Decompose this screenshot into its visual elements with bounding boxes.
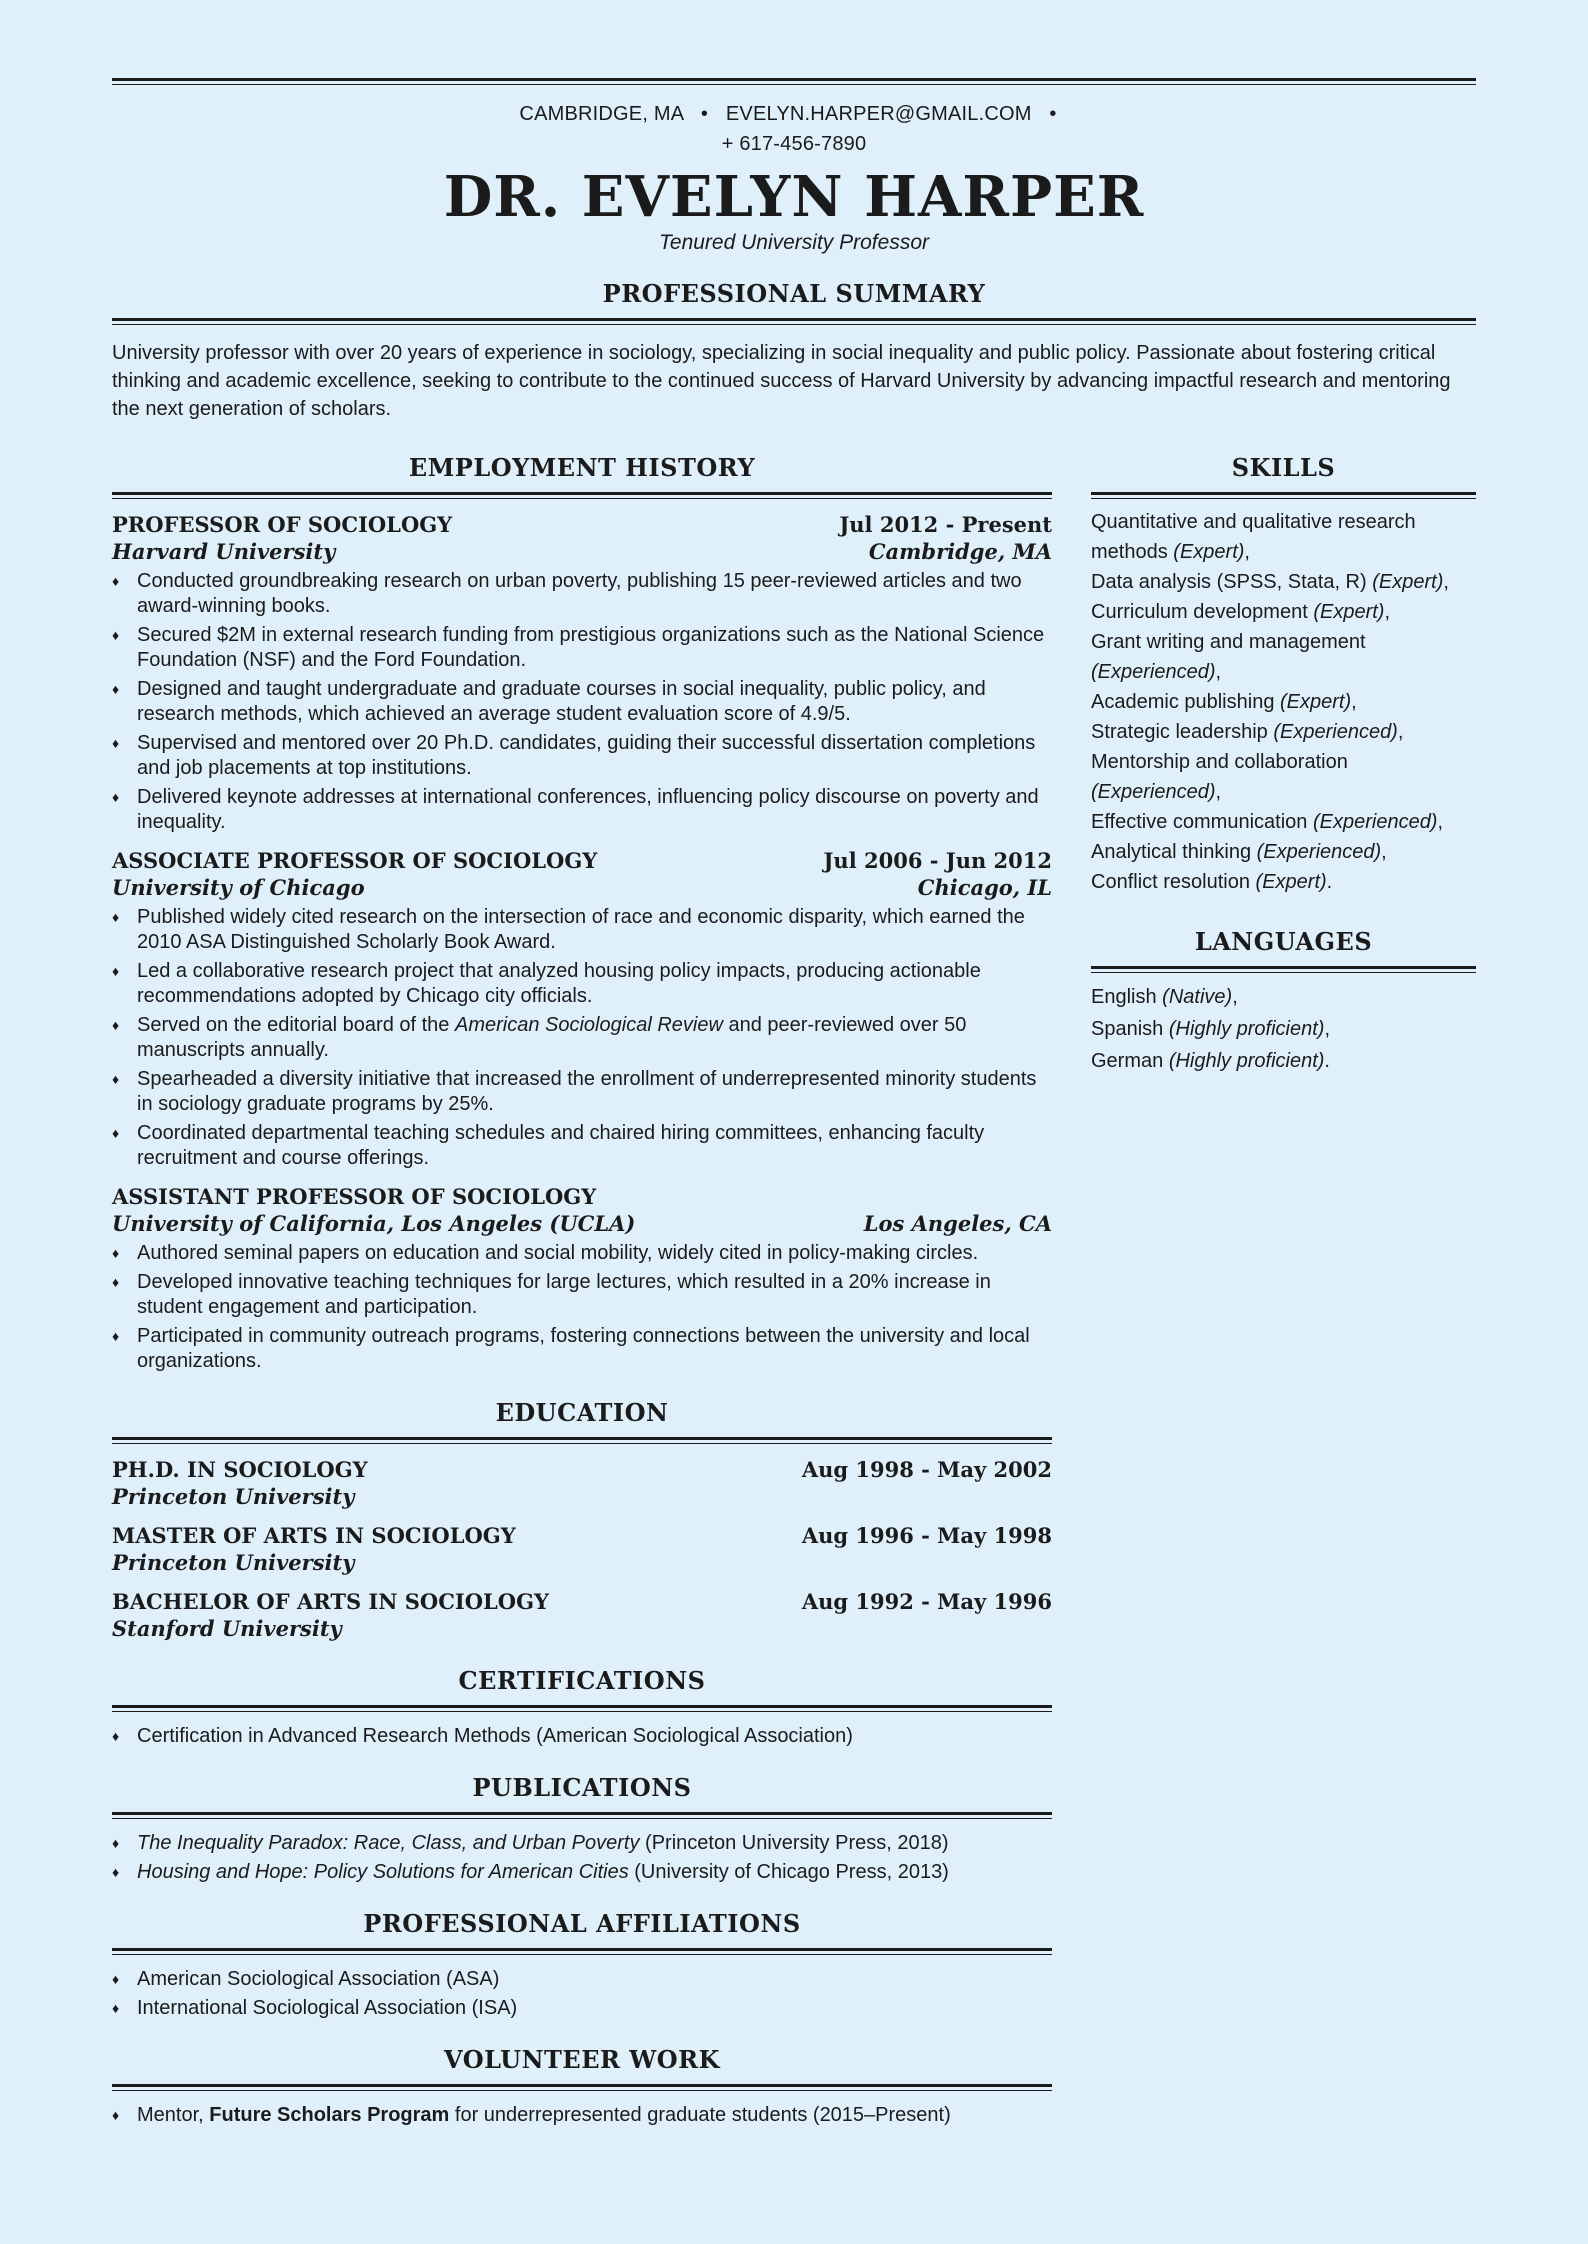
skill-item [1091, 837, 1476, 867]
education-entry [112, 1588, 1052, 1642]
separator: • [1049, 103, 1057, 125]
diamond-bullet-icon: ♦ [112, 1245, 120, 1261]
list-item [112, 1996, 1052, 2021]
school: Princeton University [112, 1484, 355, 1509]
bullet-text: Authored seminal papers on education and social mobility, widely cited in policy-making circles. [137, 1242, 979, 1264]
list-item [112, 1241, 1052, 1266]
separator: • [700, 103, 709, 125]
diamond-bullet-icon: ♦ [112, 1835, 120, 1851]
certifications-heading: CERTIFICATIONS [458, 1666, 706, 1695]
punctuation: , [1397, 721, 1404, 743]
bullet-text: Developed innovative teaching techniques for large lectures, which resulted in a 20% increase in student engagement and participation. [137, 1271, 991, 1318]
job-entry [112, 847, 1052, 1171]
language-name: Spanish [1091, 1018, 1164, 1040]
skill-item [1091, 627, 1476, 687]
punctuation: , [1381, 841, 1387, 863]
list-item [112, 569, 1052, 619]
skill-name: Effective communication [1091, 811, 1308, 833]
bullet-text: Coordinated departmental teaching schedules and chaired hiring committees, enhancing faculty recruitment and course offerings. [137, 1122, 985, 1169]
candidate-name: DR. EVELYN HARPER [443, 164, 1145, 230]
job-location: Chicago, IL [917, 875, 1052, 900]
list-item [112, 731, 1052, 781]
job-location: Los Angeles, CA [863, 1211, 1052, 1236]
right-column [1091, 429, 1476, 2132]
diamond-bullet-icon: ♦ [112, 789, 120, 805]
publication-title: The Inequality Paradox: Race, Class, and Urban Poverty [137, 1832, 640, 1854]
job-org: Harvard University [112, 539, 336, 564]
list-item [112, 1831, 1052, 1856]
punctuation: , [1324, 1018, 1331, 1040]
left-column [112, 429, 1052, 2132]
summary-text: University professor with over 20 years of experience in sociology, specializing in social inequality and public policy. Passionate about fostering critical thinking and academic excellence, seeking to contribute to the continued success of Harvard University by advancing impactful research and mentoring the next generation of scholars. [112, 342, 1451, 420]
punctuation: , [1384, 601, 1391, 623]
skill-item [1091, 597, 1476, 627]
degree: MASTER OF ARTS IN SOCIOLOGY [112, 1523, 516, 1548]
bullet-text: Secured $2M in external research funding from prestigious organizations such as the National Science Foundation (NSF) and the Ford Foundation. [137, 624, 1045, 671]
degree: BACHELOR OF ARTS IN SOCIOLOGY [112, 1589, 550, 1614]
diamond-bullet-icon: ♦ [112, 1017, 120, 1033]
volunteer-text: Mentor, [137, 2104, 210, 2126]
job-entry [112, 511, 1052, 835]
degree-dates: Aug 1992 - May 1996 [801, 1589, 1052, 1614]
language-name: English [1091, 986, 1157, 1008]
job-role: ASSISTANT PROFESSOR OF SOCIOLOGY [112, 1184, 597, 1209]
school: Stanford University [112, 1616, 342, 1641]
skill-level: (Expert) [1255, 871, 1327, 893]
resume-page [112, 0, 1476, 2132]
bullet-text: Published widely cited research on the intersection of race and economic disparity, which earned the 2010 ASA Distinguished Scholarly Book Award. [137, 906, 1025, 953]
affiliations-list [112, 1967, 1052, 2021]
job-dates: Jul 2012 - Present [839, 512, 1052, 537]
language-item [1091, 1013, 1476, 1045]
publications-list [112, 1831, 1052, 1885]
punctuation: , [1215, 661, 1222, 683]
section-rule [112, 1437, 1052, 1444]
diamond-bullet-icon: ♦ [112, 1125, 120, 1141]
section-rule [1091, 492, 1476, 499]
diamond-bullet-icon: ♦ [112, 1328, 120, 1344]
section-rule [112, 1705, 1052, 1712]
list-item [112, 1013, 1052, 1063]
skill-item [1091, 747, 1476, 807]
job-bullets [112, 905, 1052, 1171]
diamond-bullet-icon: ♦ [112, 681, 120, 697]
bullet-text: Spearheaded a diversity initiative that increased the enrollment of underrepresented minority students in sociology graduate programs by 25%. [137, 1068, 1037, 1115]
degree: PH.D. IN SOCIOLOGY [112, 1457, 368, 1482]
list-item [112, 1860, 1052, 1885]
certification-text: Certification in Advanced Research Methods (American Sociological Association) [137, 1725, 853, 1747]
volunteer-list [112, 2103, 1052, 2128]
job-location: Cambridge, MA [868, 539, 1052, 564]
skill-item [1091, 687, 1476, 717]
list-item [112, 677, 1052, 727]
publication-detail: (Princeton University Press, 2018) [639, 1832, 949, 1854]
languages-list [1091, 981, 1476, 1077]
two-column-body [112, 429, 1476, 2132]
diamond-bullet-icon: ♦ [112, 735, 120, 751]
education-entry [112, 1522, 1052, 1576]
header-rule [112, 78, 1476, 85]
publication-detail: (University of Chicago Press, 2013) [628, 1861, 949, 1883]
bullet-text: Conducted groundbreaking research on urban poverty, publishing 15 peer-reviewed articles and two award-winning books. [137, 570, 1022, 617]
list-item [112, 1967, 1052, 1992]
editorial-text: Served on the editorial board of the [137, 1014, 455, 1036]
contact-info [112, 99, 1476, 159]
section-rule [112, 318, 1476, 325]
certifications-list [112, 1724, 1052, 1749]
skill-name: Academic publishing [1091, 691, 1275, 713]
list-item [112, 2103, 1052, 2128]
skill-level: (Experienced) [1312, 811, 1438, 833]
punctuation: , [1443, 571, 1449, 593]
skill-level: (Expert) [1173, 541, 1245, 563]
skill-name: Grant writing and management [1091, 631, 1366, 653]
volunteer-text: for underrepresented graduate students (2015–Present) [449, 2104, 951, 2126]
job-role: PROFESSOR OF SOCIOLOGY [112, 512, 453, 537]
list-item [112, 905, 1052, 955]
publication-title: Housing and Hope: Policy Solutions for American Cities [137, 1861, 629, 1883]
diamond-bullet-icon: ♦ [112, 1864, 120, 1880]
journal-name: American Sociological Review [455, 1014, 723, 1036]
phone: + 617-456-7890 [721, 133, 867, 155]
affiliation-text: International Sociological Association (ISA) [137, 1997, 518, 2019]
bullet-text: Participated in community outreach programs, fostering connections between the university and local organizations. [137, 1325, 1030, 1372]
language-item [1091, 1045, 1476, 1077]
skill-item [1091, 807, 1476, 837]
section-rule [112, 492, 1052, 499]
skill-level: (Expert) [1372, 571, 1444, 593]
diamond-bullet-icon: ♦ [112, 1728, 120, 1744]
bullet-text [137, 1014, 966, 1061]
list-item [112, 1270, 1052, 1320]
punctuation: , [1232, 986, 1238, 1008]
punctuation: . [1324, 1050, 1330, 1072]
affiliation-text: American Sociological Association (ASA) [137, 1968, 500, 1990]
diamond-bullet-icon: ♦ [112, 1071, 120, 1087]
bullet-text: Delivered keynote addresses at international conferences, influencing policy discourse on poverty and inequality. [137, 786, 1039, 833]
publications-heading: PUBLICATIONS [472, 1773, 692, 1802]
job-role: ASSOCIATE PROFESSOR OF SOCIOLOGY [112, 848, 598, 873]
bullet-text: Led a collaborative research project that analyzed housing policy impacts, producing actionable recommendations adopted by Chicago city officials. [137, 960, 981, 1007]
skill-level: (Experienced) [1273, 721, 1398, 743]
candidate-title: Tenured University Professor [658, 231, 929, 254]
diamond-bullet-icon: ♦ [112, 627, 120, 643]
email: EVELYN.HARPER@GMAIL.COM [725, 103, 1032, 125]
skills-list [1091, 507, 1476, 897]
language-level: (Highly proficient) [1168, 1018, 1325, 1040]
volunteer-program: Future Scholars Program [209, 2104, 450, 2126]
job-bullets [112, 569, 1052, 835]
bullet-text: Supervised and mentored over 20 Ph.D. candidates, guiding their successful dissertation completions and job placements at top institutions. [137, 732, 1036, 779]
diamond-bullet-icon: ♦ [112, 2107, 120, 2123]
punctuation: , [1244, 541, 1250, 563]
diamond-bullet-icon: ♦ [112, 573, 120, 589]
degree-dates: Aug 1996 - May 1998 [801, 1523, 1052, 1548]
skills-heading: SKILLS [1231, 453, 1336, 482]
degree-dates: Aug 1998 - May 2002 [801, 1457, 1052, 1482]
section-rule [112, 1812, 1052, 1819]
job-entry [112, 1183, 1052, 1374]
list-item [112, 1724, 1052, 1749]
affiliations-heading: PROFESSIONAL AFFILIATIONS [363, 1909, 801, 1938]
list-item [112, 1324, 1052, 1374]
diamond-bullet-icon: ♦ [112, 1971, 120, 1987]
skill-level: (Experienced) [1091, 661, 1216, 683]
language-level: (Highly proficient) [1168, 1050, 1325, 1072]
summary-heading: PROFESSIONAL SUMMARY [602, 279, 986, 308]
skill-item [1091, 717, 1476, 747]
list-item [112, 785, 1052, 835]
list-item [112, 623, 1052, 673]
volunteer-heading: VOLUNTEER WORK [444, 2045, 720, 2074]
job-org: University of California, Los Angeles (UCLA) [112, 1211, 636, 1236]
skill-name: Conflict resolution [1091, 871, 1250, 893]
skill-level: (Expert) [1313, 601, 1385, 623]
diamond-bullet-icon: ♦ [112, 963, 120, 979]
skill-name: Analytical thinking [1091, 841, 1252, 863]
punctuation: . [1326, 871, 1333, 893]
languages-heading: LANGUAGES [1194, 927, 1373, 956]
section-rule [1091, 966, 1476, 973]
skill-item [1091, 567, 1476, 597]
punctuation: , [1437, 811, 1444, 833]
list-item [112, 1067, 1052, 1117]
job-bullets [112, 1241, 1052, 1374]
language-level: (Native) [1162, 986, 1233, 1008]
diamond-bullet-icon: ♦ [112, 1274, 120, 1290]
employment-heading: EMPLOYMENT HISTORY [408, 453, 756, 482]
job-org: University of Chicago [112, 875, 365, 900]
section-rule [112, 2084, 1052, 2091]
editorial-text: and peer-reviewed over 50 manuscripts annually. [137, 1014, 967, 1061]
skill-item [1091, 867, 1476, 897]
punctuation: , [1351, 691, 1357, 713]
skill-name: Curriculum development [1091, 601, 1308, 623]
punctuation: , [1215, 781, 1222, 803]
city: CAMBRIDGE, MA [519, 103, 684, 125]
diamond-bullet-icon: ♦ [112, 2000, 120, 2016]
skill-name: Strategic leadership [1091, 721, 1268, 743]
list-item [112, 959, 1052, 1009]
section-rule [112, 1948, 1052, 1955]
skill-name: Quantitative and qualitative research methods [1091, 511, 1416, 563]
diamond-bullet-icon: ♦ [112, 909, 120, 925]
skill-level: (Experienced) [1091, 781, 1216, 803]
school: Princeton University [112, 1550, 355, 1575]
skill-name: Mentorship and collaboration [1091, 751, 1348, 773]
bullet-text: Designed and taught undergraduate and graduate courses in social inequality, public policy, and research methods, which achieved an average student evaluation score of 4.9/5. [137, 678, 986, 725]
skill-item [1091, 507, 1476, 567]
education-heading: EDUCATION [495, 1398, 669, 1427]
job-dates: Jul 2006 - Jun 2012 [823, 848, 1052, 873]
skill-name: Data analysis (SPSS, Stata, R) [1091, 571, 1367, 593]
list-item [112, 1121, 1052, 1171]
skill-level: (Expert) [1280, 691, 1352, 713]
skill-level: (Experienced) [1256, 841, 1382, 863]
education-entry [112, 1456, 1052, 1510]
language-name: German [1091, 1050, 1164, 1072]
language-item [1091, 981, 1476, 1013]
